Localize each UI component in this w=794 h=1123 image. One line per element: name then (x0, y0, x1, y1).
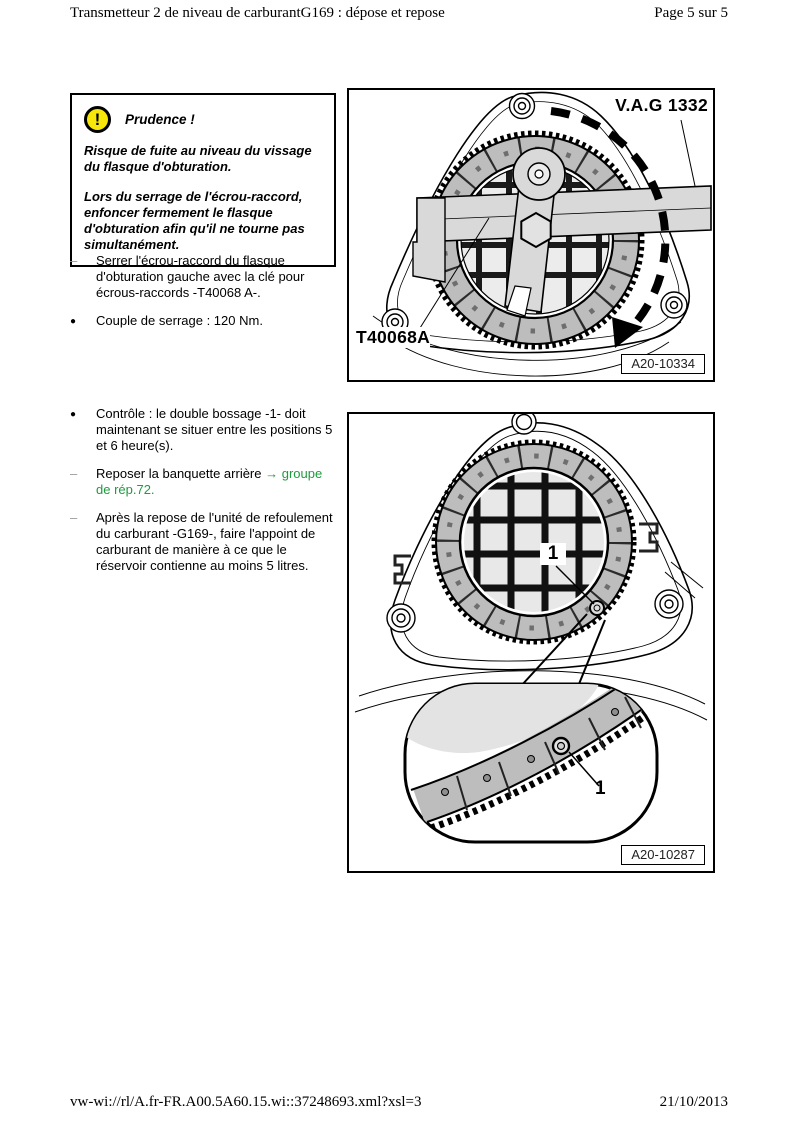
dot-bullet: ● (70, 316, 77, 327)
dash-bullet: – (70, 510, 78, 525)
step-text: Après la repose de l'unité de refoulement du carburant -G169-, faire l'appoint de carburant de manière à ce que le réservoir contienne au moins 5 litres. (96, 510, 333, 573)
document-title: Transmetteur 2 de niveau de carburantG169 : dépose et repose (70, 5, 445, 21)
exclamation-warning-icon: ! (84, 106, 111, 133)
dash-bullet: – (70, 466, 78, 481)
list-item (70, 313, 348, 330)
dash-bullet: – (70, 253, 78, 268)
list-item (70, 466, 348, 498)
caution-paragraph-2: Lors du serrage de l'écrou-raccord, enfoncer fermement le flasque d'obturation afin qu'il ne tourne pas simultanément. (84, 189, 305, 252)
figure-union-nut-tightening (347, 88, 715, 382)
caution-title: Prudence ! (125, 112, 195, 127)
caution-paragraph-1: Risque de fuite au niveau du vissage du flasque d'obturation. (84, 143, 312, 174)
torque-spec-text: Couple de serrage : 120 Nm. (96, 313, 263, 328)
page-number: Page 5 sur 5 (654, 5, 728, 21)
tool-label-t40068a: T40068A (356, 327, 431, 347)
document-source-path: vw-wi://rl/A.fr-FR.A00.5A60.15.wi::37248693.xml?xsl=3 (70, 1094, 422, 1110)
list-item (70, 253, 348, 301)
print-date: 21/10/2013 (659, 1094, 728, 1110)
figure-reference-badge: A20-10334 (621, 354, 705, 374)
figure-double-boss-position (347, 412, 715, 873)
callout-label-1: 1 (540, 543, 566, 565)
caution-box (70, 93, 336, 267)
callout-label-1-magnified: 1 (595, 778, 606, 799)
procedure-steps-upper (70, 253, 348, 342)
check-text: Contrôle : le double bossage -1- doit maintenant se situer entre les positions 5 et 6 heure(s). (96, 406, 333, 453)
step-text (96, 466, 340, 498)
repair-group-link[interactable]: → groupe de rép.72. (96, 466, 323, 497)
figure-reference-badge: A20-10287 (621, 845, 705, 865)
list-item (70, 510, 348, 574)
step-text-plain: Reposer la banquette arrière (96, 466, 266, 481)
locking-ring-callout-illustration (349, 414, 712, 870)
tool-label-vag-1332: V.A.G 1332 (615, 95, 708, 115)
list-item (70, 406, 348, 454)
step-text: Serrer l'écrou-raccord du flasque d'obturation gauche avec la clé pour écrous-raccords -T40068 A-. (96, 253, 305, 300)
procedure-steps-lower (70, 406, 348, 586)
caution-header (84, 106, 324, 133)
dot-bullet: ● (70, 409, 77, 420)
